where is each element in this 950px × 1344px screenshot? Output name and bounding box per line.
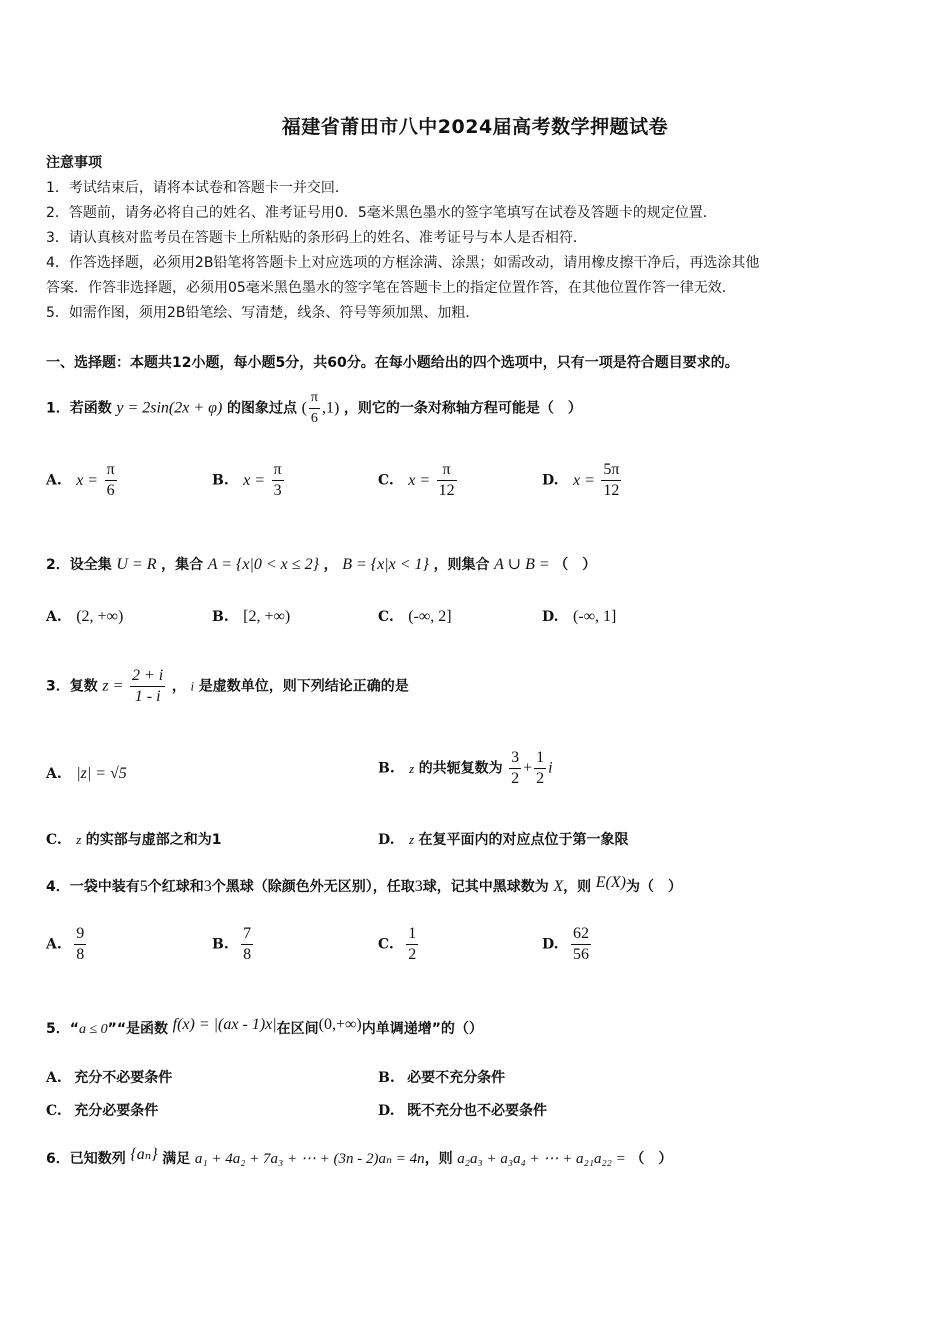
notice-item: 5．如需作图，须用2B铅笔绘、写清楚，线条、符号等须加黑、加粗．: [46, 305, 480, 321]
q2-set-b: B = {x|x < 1}: [342, 556, 429, 573]
q4-option-b[interactable]: [212, 924, 255, 965]
q4-text: 4．一袋中装有: [46, 879, 140, 895]
frac-num: 62: [571, 924, 591, 945]
q5-text: 5．“: [46, 1021, 79, 1037]
option-label: A.: [46, 766, 62, 782]
q3-z: z =: [102, 677, 124, 695]
option-lhs: x =: [572, 471, 595, 489]
q2-sep: ，: [323, 557, 338, 573]
q6-text: 满足: [162, 1151, 191, 1167]
q1-point-num: π: [309, 388, 320, 409]
q4-option-a[interactable]: [46, 924, 88, 965]
frac-den: 2: [511, 770, 520, 787]
option-text: 充分必要条件: [74, 1103, 159, 1119]
frac-den: 6: [106, 482, 115, 499]
q4-text: ，则: [563, 879, 592, 895]
frac-den: 8: [76, 946, 85, 963]
question-4: [46, 874, 682, 896]
q4-text: 个黑球（除颜色外无区别），任取: [211, 879, 415, 895]
q3-post: 是虚数单位，则下列结论正确的是: [198, 678, 409, 695]
option-i: i: [548, 759, 553, 777]
frac-num: 3: [509, 748, 521, 769]
option-label: D.: [542, 936, 559, 953]
notice-item: 4．作答选择题，必须用2B铅笔将答题卡上对应选项的方框涂满、涂黑；如需改动，请用橡皮擦干净后，再选涂其他: [46, 255, 760, 271]
notice-heading: 注意事项: [46, 155, 102, 171]
option-label: A.: [46, 936, 62, 953]
q3-prefix: 3．复数: [46, 678, 98, 695]
q3-option-c[interactable]: [46, 829, 222, 849]
q5-function: f(x) = |(ax - 1)x|: [172, 1016, 277, 1033]
option-lhs: x =: [243, 471, 266, 489]
option-label: D.: [542, 472, 559, 489]
option-label: B.: [378, 1070, 395, 1086]
q5-text: 在区间: [276, 1021, 319, 1037]
option-text: 必要不充分条件: [407, 1070, 506, 1086]
q3-i: i: [190, 678, 195, 694]
option-text: 的实部与虚部之和为1: [85, 832, 222, 848]
frac-den: 2: [536, 770, 545, 787]
q5-option-b[interactable]: [378, 1067, 505, 1087]
question-1: 1．若函数 y = 2sin(2x + φ) 的图象过点 ( $\frac{\pi}{6}$ ,1) ，则它的一条对称轴方程可能是（ ）: [46, 388, 582, 429]
frac-num: 5π: [601, 460, 621, 481]
frac-den: 56: [572, 946, 589, 963]
option-text: 在复平面内的对应点位于第一象限: [418, 832, 629, 848]
option-label: A.: [46, 609, 62, 625]
option-value: (-∞, 2]: [408, 608, 452, 625]
option-label: C.: [46, 832, 62, 848]
q6-sequence: {aₙ}: [130, 1146, 158, 1163]
option-lhs: x =: [408, 471, 431, 489]
frac-num: π: [272, 460, 284, 481]
notice-item: 答案．作答非选择题，必须用05毫米黑色墨水的签字笔在答题卡上的指定位置作答，在其他位置作答一律无效．: [46, 280, 736, 296]
q3-option-d[interactable]: [378, 829, 628, 849]
option-label: D.: [378, 1103, 395, 1119]
q4-text: 为（ ）: [625, 879, 682, 895]
q2-expr: A ∪ B =: [494, 556, 550, 573]
q6-equation: a₁ + 4a₂ + 7a₃ + ⋯ + (3n - 2)aₙ = 4n: [194, 1151, 425, 1167]
q2-option-c[interactable]: [378, 608, 452, 626]
q6-text: ，则: [424, 1151, 453, 1167]
frac-num: 1: [534, 748, 546, 769]
question-6: [46, 1144, 672, 1168]
option-z: z: [76, 832, 82, 847]
option-label: C.: [378, 472, 394, 489]
q2-prefix: 2．设全集: [46, 557, 112, 573]
question-5: [46, 1016, 483, 1038]
q5-option-c[interactable]: [46, 1100, 158, 1120]
q2-option-d[interactable]: [542, 608, 616, 626]
frac-den: 3: [273, 482, 282, 499]
frac-den: 2: [408, 946, 417, 963]
frac-num: π: [437, 460, 457, 481]
option-value: [2, +∞): [243, 608, 291, 625]
option-label: A.: [46, 1070, 62, 1086]
option-z: z: [408, 832, 415, 847]
q4-option-d[interactable]: [542, 924, 593, 965]
plus-sign: +: [523, 759, 533, 777]
q4-number: 3: [203, 878, 212, 895]
q3-num: 2 + i: [130, 666, 165, 687]
q2-universal: U = R: [116, 556, 157, 573]
q1-function: y = 2sin(2x + φ): [116, 399, 223, 417]
option-label: B.: [378, 760, 395, 777]
question-2: [46, 554, 596, 574]
q6-sum: a₂a₃ + a₃a₄ + ⋯ + a₂₁a₂₂ =: [457, 1151, 626, 1167]
q6-text: 6．已知数列: [46, 1151, 126, 1167]
q1-option-b[interactable]: [212, 460, 286, 501]
notice-item: 2．答题前，请务必将自己的姓名、准考证号用0．5毫米黑色墨水的签字笔填写在试卷及答题卡的规定位置．: [46, 205, 717, 221]
q1-point-den: 6: [310, 411, 318, 426]
q4-expectation: E(X): [595, 874, 626, 891]
q4-text: 球，记其中黑球数为: [422, 879, 549, 895]
q2-tail: （ ）: [554, 557, 597, 573]
q5-interval: (0,+∞): [318, 1016, 362, 1033]
option-label: D.: [378, 832, 395, 848]
q1-point-tail: ,1): [321, 399, 340, 417]
q1-prefix: 1．若函数: [46, 400, 112, 417]
q3-comma: ，: [171, 678, 186, 695]
notice-item: 3．请认真核对监考员在答题卡上所粘贴的条形码上的姓名、准考证号与本人是否相符．: [46, 230, 587, 246]
notice-item: 1．考试结束后，请将本试卷和答题卡一并交回．: [46, 180, 349, 196]
q4-text: 个红球和: [147, 879, 204, 895]
q1-option-c[interactable]: [378, 460, 459, 501]
q3-option-b[interactable]: [378, 748, 553, 789]
frac-den: 12: [603, 482, 620, 499]
q2-set-a: A = {x|0 < x ≤ 2}: [207, 556, 319, 573]
q5-option-d[interactable]: [378, 1100, 547, 1120]
q2-mid: ，集合: [161, 557, 204, 573]
option-text: 既不充分也不必要条件: [406, 1103, 547, 1119]
q2-post: ，则集合: [433, 557, 490, 573]
q2-option-a[interactable]: [46, 608, 123, 626]
option-value: |z| = √5: [76, 765, 127, 782]
option-z: z: [409, 760, 415, 776]
q1-option-d[interactable]: [542, 460, 623, 501]
q4-number: 3: [414, 878, 423, 895]
q4-x: X: [553, 878, 564, 895]
q5-option-a[interactable]: [46, 1067, 172, 1087]
q1-option-a[interactable]: [46, 460, 119, 501]
frac-num: 7: [241, 924, 253, 945]
option-text: 充分不必要条件: [74, 1070, 173, 1086]
q5-condition: a ≤ 0: [78, 1022, 108, 1037]
option-label: B.: [212, 936, 229, 953]
option-label: C.: [378, 609, 394, 625]
option-label: A.: [46, 472, 62, 489]
option-label: B.: [212, 472, 229, 489]
frac-den: 12: [438, 482, 455, 499]
frac-den: 8: [243, 946, 252, 963]
question-3: [46, 666, 409, 707]
q5-text: ”“是函数: [107, 1021, 169, 1037]
q4-option-c[interactable]: [378, 924, 420, 965]
option-label: C.: [46, 1103, 62, 1119]
option-label: B.: [212, 609, 229, 625]
option-value: (2, +∞): [76, 608, 124, 625]
q2-option-b[interactable]: [212, 608, 290, 626]
q3-option-a[interactable]: [46, 765, 127, 783]
option-text: 的共轭复数为: [418, 760, 503, 777]
option-value: (-∞, 1]: [572, 608, 617, 625]
page-title: 福建省莆田市八中2024届高考数学押题试卷: [281, 116, 669, 138]
q6-text: （ ）: [630, 1151, 673, 1167]
option-label: C.: [378, 936, 394, 953]
q1-post: ，则它的一条对称轴方程可能是（ ）: [343, 400, 582, 417]
q1-mid: 的图象过点: [226, 400, 297, 417]
section-heading: 一、选择题：本题共12小题，每小题5分，共60分。在每小题给出的四个选项中，只有一项是符合题目要求的。: [46, 355, 739, 371]
option-label: D.: [542, 609, 559, 625]
frac-num: 9: [74, 924, 86, 945]
frac-num: π: [105, 460, 117, 481]
frac-num: 1: [406, 924, 418, 945]
option-lhs: x =: [76, 471, 99, 489]
q3-den: 1 - i: [134, 688, 161, 705]
q5-text: 内单调递增”的（）: [361, 1021, 483, 1037]
q4-number: 5: [139, 878, 148, 895]
